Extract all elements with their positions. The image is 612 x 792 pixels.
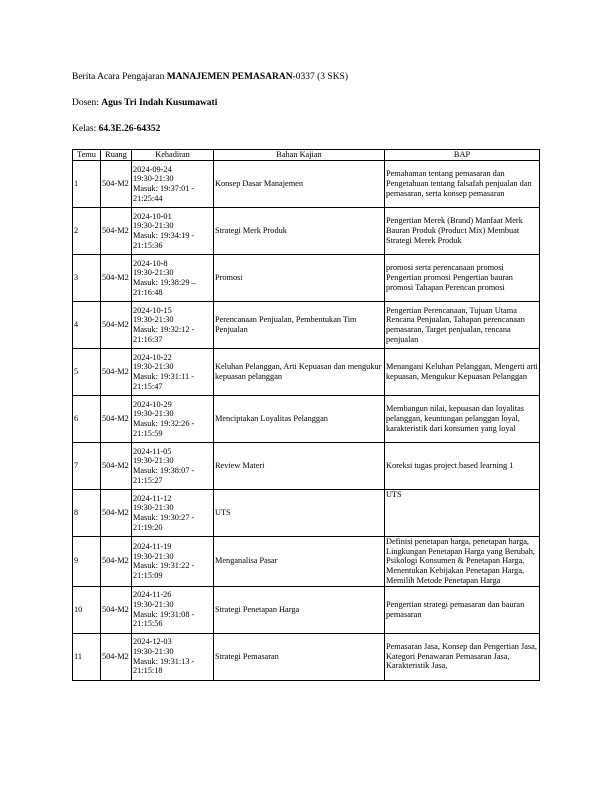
attendance-time: 19:30-21:30 bbox=[133, 599, 174, 609]
col-kehadiran: Kehadiran bbox=[132, 150, 214, 161]
attendance-keluar: 21:15:18 bbox=[133, 666, 163, 676]
report-prefix: Berita Acara Pengajaran bbox=[72, 72, 165, 82]
attendance-date: 2024-11-26 bbox=[133, 590, 172, 600]
attendance-masuk: Masuk: 19:31:22 - bbox=[133, 561, 195, 571]
study-material: Menciptakan Loyalitas Pelanggan bbox=[214, 396, 385, 443]
room: 504-M2 bbox=[101, 537, 132, 587]
attendance-keluar: 21:16:37 bbox=[133, 334, 163, 344]
attendance-date: 2024-10-15 bbox=[133, 305, 172, 315]
attendance-masuk: Masuk: 19:32:12 - bbox=[133, 325, 195, 334]
meeting-number: 3 bbox=[73, 255, 101, 302]
course-code: -0337 (3 SKS) bbox=[292, 72, 348, 82]
study-material: Strategi Merk Produk bbox=[214, 208, 385, 255]
meeting-number: 7 bbox=[73, 443, 101, 490]
attendance-masuk: Masuk: 19:34:19 - bbox=[133, 231, 195, 240]
room: 504-M2 bbox=[101, 349, 132, 396]
attendance-keluar: 21:15:59 bbox=[133, 428, 163, 438]
attendance-keluar: 21:15:36 bbox=[133, 240, 163, 250]
attendance-keluar: 21:15:47 bbox=[133, 381, 163, 391]
attendance-keluar: 21:19:20 bbox=[133, 522, 163, 532]
study-material: Menganalisa Pasar bbox=[214, 537, 385, 587]
table-row bbox=[73, 349, 540, 396]
bap-notes: Definisi penetapan harga, penetapan harga, Lingkungan Penetapan Harga yang Berubah, Psikologi Konsumen & Penetapan Harga, Menentukan Kebijakan Penetapan Harga, Memilih Metode Penetapan Harga bbox=[385, 537, 540, 587]
room: 504-M2 bbox=[101, 633, 132, 680]
bap-notes: promosi serta perencanaan promosi Pengertian promosi Pengertian bauran promosi Tahapan Perencan promosi bbox=[385, 255, 540, 302]
study-material: Keluhan Pelanggan, Arti Kepuasan dan mengukur kepuasan pelanggan bbox=[214, 349, 385, 396]
attendance-date: 2024-11-12 bbox=[133, 493, 172, 503]
attendance-time: 19:30-21:30 bbox=[133, 409, 174, 419]
attendance-time: 19:30-21:30 bbox=[133, 646, 174, 656]
attendance-time: 19:30-21:30 bbox=[133, 315, 174, 325]
attendance bbox=[132, 537, 214, 587]
attendance-time: 19:30-21:30 bbox=[133, 503, 174, 513]
study-material: Strategi Pemasaran bbox=[214, 633, 385, 680]
bap-notes: Pengertian strategi pemasaran dan bauran pemasaran bbox=[385, 586, 540, 633]
attendance bbox=[132, 443, 214, 490]
attendance bbox=[132, 302, 214, 349]
meeting-number: 9 bbox=[73, 537, 101, 587]
course-name: MANAJEMEN PEMASARAN bbox=[166, 72, 293, 82]
study-material: Strategi Penetapan Harga bbox=[214, 586, 385, 633]
study-material: Konsep Dasar Manajemen bbox=[214, 161, 385, 208]
bap-notes: Pengertian Perencanaan, Tujuan Utama Rencana Penjualan, Tahapan perencanaan pemasaran, Target penjualan, rencana penjualan bbox=[385, 302, 540, 349]
room: 504-M2 bbox=[101, 490, 132, 537]
attendance-date: 2024-11-05 bbox=[133, 446, 172, 456]
meeting-number: 1 bbox=[73, 161, 101, 208]
bap-notes: UTS bbox=[385, 490, 540, 537]
table-row bbox=[73, 490, 540, 537]
meeting-number: 4 bbox=[73, 302, 101, 349]
table-row bbox=[73, 443, 540, 490]
bap-notes: Pengertian Merek (Brand) Manfaat Merk Bauran Produk (Product Mix) Membuat Strategi Merek Produk bbox=[385, 208, 540, 255]
meeting-number: 5 bbox=[73, 349, 101, 396]
attendance bbox=[132, 208, 214, 255]
study-material: Review Materi bbox=[214, 443, 385, 490]
meeting-number: 8 bbox=[73, 490, 101, 537]
col-bap: BAP bbox=[385, 150, 540, 161]
attendance-masuk: Masuk: 19:30:27 - bbox=[133, 513, 195, 522]
meeting-number: 2 bbox=[73, 208, 101, 255]
class-label: Kelas: bbox=[72, 124, 97, 134]
bap-notes: Menangani Keluhan Pelanggan, Mengerti arti kepuasan, Mengukur Kepuasan Pelanggan bbox=[385, 349, 540, 396]
lecturer-name: Agus Tri Indah Kusumawati bbox=[101, 98, 218, 108]
lecturer-line bbox=[72, 97, 217, 109]
study-material: Perencanaan Penjualan, Pembentukan Tim Penjualan bbox=[214, 302, 385, 349]
attendance-date: 2024-12-03 bbox=[133, 637, 172, 647]
bap-notes: Pemahaman tentang pemasaran dan Pengetahuan tentang falsafah penjualan dan pemasaran, serta konsep pemasaran bbox=[385, 161, 540, 208]
table-row bbox=[73, 633, 540, 680]
attendance-date: 2024-11-19 bbox=[133, 541, 172, 551]
attendance-masuk: Masuk: 19:38:29 – bbox=[133, 278, 196, 287]
attendance bbox=[132, 349, 214, 396]
attendance-time: 19:30-21:30 bbox=[133, 174, 174, 184]
table-row bbox=[73, 161, 540, 208]
table-row bbox=[73, 302, 540, 349]
bap-notes: Koreksi tugas project based learning 1 bbox=[385, 443, 540, 490]
attendance-masuk: Masuk: 19:37:01 - bbox=[133, 184, 195, 193]
meeting-number: 6 bbox=[73, 396, 101, 443]
class-line bbox=[72, 123, 160, 135]
room: 504-M2 bbox=[101, 208, 132, 255]
room: 504-M2 bbox=[101, 586, 132, 633]
room: 504-M2 bbox=[101, 161, 132, 208]
table-row bbox=[73, 255, 540, 302]
attendance-masuk: Masuk: 19:32:26 - bbox=[133, 419, 195, 428]
attendance-time: 19:30-21:30 bbox=[133, 456, 174, 466]
study-material: UTS bbox=[214, 490, 385, 537]
attendance-table bbox=[72, 149, 540, 681]
attendance-masuk: Masuk: 19:31:08 - bbox=[133, 609, 195, 619]
table-header-row bbox=[73, 150, 540, 161]
attendance-keluar: 21:15:27 bbox=[133, 475, 163, 485]
room: 504-M2 bbox=[101, 302, 132, 349]
bap-notes: Pemasaran Jasa, Konsep dan Pengertian Jasa, Kategori Penawaran Pemasaran Jasa, Karakteristik Jasa, bbox=[385, 633, 540, 680]
lecturer-label: Dosen: bbox=[72, 98, 99, 108]
col-bahan-kajian: Bahan Kajian bbox=[214, 150, 385, 161]
table-row bbox=[73, 208, 540, 255]
attendance-masuk: Masuk: 19:38:07 - bbox=[133, 466, 195, 475]
attendance-masuk: Masuk: 19:31:11 - bbox=[133, 372, 194, 381]
table-row bbox=[73, 537, 540, 587]
attendance-date: 2024-10-01 bbox=[133, 211, 172, 221]
attendance-masuk: Masuk: 19:31:13 - bbox=[133, 656, 195, 666]
attendance-time: 19:30-21:30 bbox=[133, 221, 174, 231]
attendance-date: 2024-09-24 bbox=[133, 164, 172, 174]
attendance-keluar: 21:25:44 bbox=[133, 193, 163, 203]
table-row bbox=[73, 586, 540, 633]
attendance-date: 2024-10-8 bbox=[133, 258, 168, 268]
attendance bbox=[132, 396, 214, 443]
attendance-date: 2024-10-22 bbox=[133, 352, 172, 362]
attendance-keluar: 21:15:56 bbox=[133, 619, 163, 629]
attendance bbox=[132, 633, 214, 680]
attendance bbox=[132, 586, 214, 633]
attendance-time: 19:30-21:30 bbox=[133, 268, 174, 278]
study-material: Promosi bbox=[214, 255, 385, 302]
attendance-time: 19:30-21:30 bbox=[133, 551, 174, 561]
attendance-keluar: 21:15:09 bbox=[133, 570, 163, 580]
class-code: 64.3E.26-64352 bbox=[98, 124, 161, 134]
room: 504-M2 bbox=[101, 255, 132, 302]
attendance-date: 2024-10-29 bbox=[133, 399, 172, 409]
room: 504-M2 bbox=[101, 443, 132, 490]
attendance bbox=[132, 255, 214, 302]
col-ruang: Ruang bbox=[101, 150, 132, 161]
attendance-keluar: 21:16:48 bbox=[133, 287, 163, 297]
room: 504-M2 bbox=[101, 396, 132, 443]
meeting-number: 11 bbox=[73, 633, 101, 680]
bap-notes: Membangun nilai, kepuasan dan loyalitas pelanggan, keuntungan pelanggan loyal, karakteristik dari konsumen yang loyal bbox=[385, 396, 540, 443]
report-title bbox=[72, 71, 348, 83]
table-row bbox=[73, 396, 540, 443]
attendance-time: 19:30-21:30 bbox=[133, 362, 174, 372]
attendance bbox=[132, 490, 214, 537]
meeting-number: 10 bbox=[73, 586, 101, 633]
attendance bbox=[132, 161, 214, 208]
col-temu: Temu bbox=[73, 150, 101, 161]
